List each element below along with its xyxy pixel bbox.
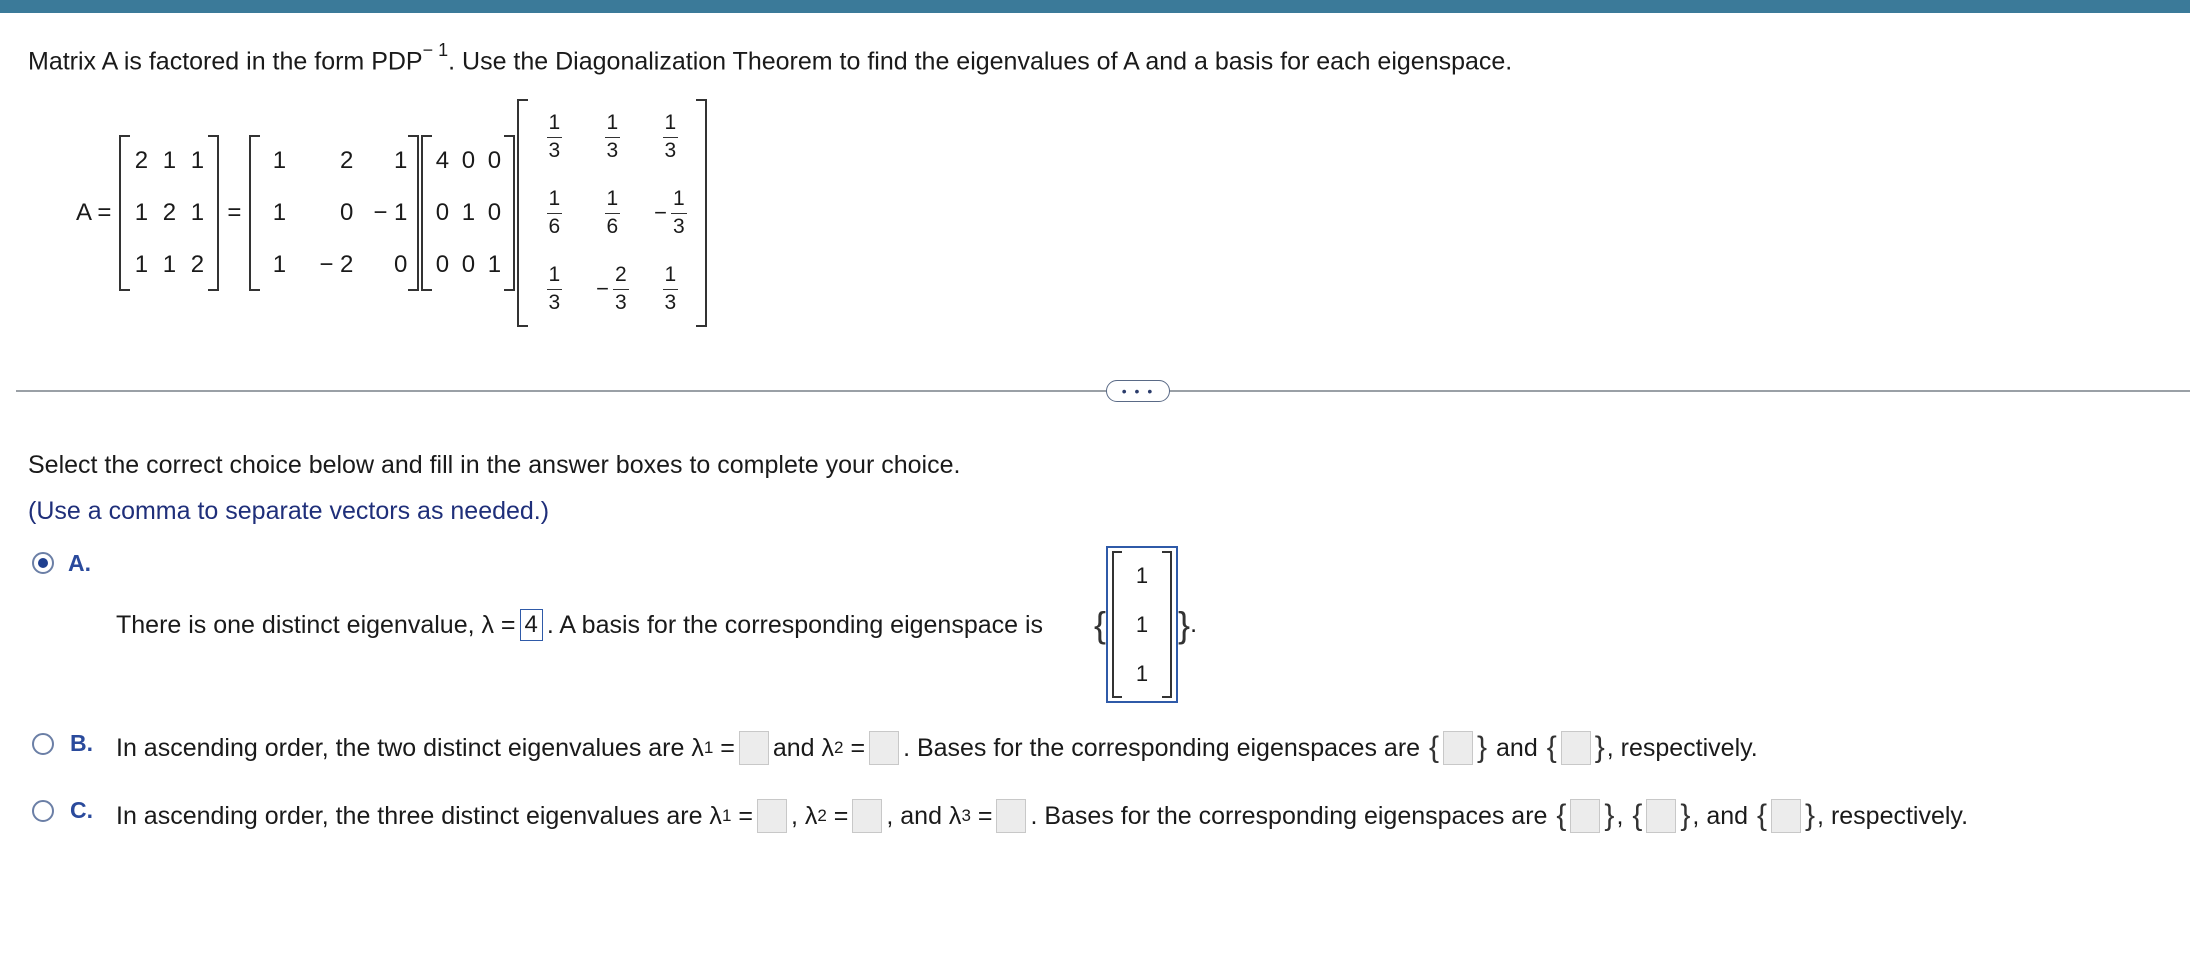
- matrix-p-cell: 0: [340, 199, 354, 226]
- option-a-letter: A.: [68, 550, 91, 576]
- matrix-p-inverse-cell: $\frac{1}{3}$: [606, 111, 619, 162]
- question-text: Matrix A is factored in the form $PDP^{- 1}$. Use the Diagonalization Theorem to find the eigenvalues of A and a basis for each eigenspace.: [28, 40, 1513, 76]
- matrix-p-cell: 1: [272, 251, 287, 278]
- matrix-p-inverse-cell: $\frac{1}{3}$: [664, 263, 677, 314]
- option-c-lambda1-input[interactable]: [757, 799, 787, 833]
- matrix-d-cell: 0: [487, 199, 502, 226]
- matrix-d-cell: 1: [487, 251, 502, 278]
- option-c-text: In ascending order, the three distinct eigenvalues are λ 1 = , λ 2 = , and λ 3 = . Bases for the corresponding eigenspaces are { } , { } , and { } , respectively.: [116, 799, 1969, 832]
- basis-vector-answer-box[interactable]: [1106, 546, 1178, 703]
- option-a-text: There is one distinct eigenvalue, λ = 4 . A basis for the corresponding eigenspace is: [116, 609, 1043, 641]
- matrix-p-inverse-cell: $\frac{1}{6}$: [548, 187, 561, 238]
- matrix-p-inverse-cell: $\frac{1}{3}$: [548, 263, 561, 314]
- matrix-p-cell: 1: [272, 199, 287, 226]
- section-divider: [16, 390, 2190, 392]
- matrix-p-cell: 2: [340, 147, 354, 174]
- option-b-basis2-input[interactable]: [1561, 731, 1591, 765]
- a-equals-label: A =: [76, 199, 112, 226]
- option-b-basis1-input[interactable]: [1443, 731, 1473, 765]
- basis-vector-entry: 1: [1135, 660, 1149, 686]
- basis-vector-entry: 1: [1135, 562, 1149, 588]
- top-bar: [0, 0, 2190, 13]
- matrix-p-cell: 1: [272, 147, 287, 174]
- matrix-a-cell: 1: [162, 147, 177, 174]
- option-b-lambda1-input[interactable]: [739, 731, 769, 765]
- matrix-a-cell: 2: [162, 199, 177, 226]
- matrix-p-inverse-cell: − $\frac{2}{3}$: [596, 263, 627, 314]
- matrix-d-cell: 0: [435, 199, 450, 226]
- hint-text: (Use a comma to separate vectors as needed.): [28, 497, 550, 525]
- matrix-d-cell: 1: [461, 199, 476, 226]
- matrix-p-inverse: [517, 99, 707, 327]
- matrix-p-inverse-cell: − $\frac{1}{3}$: [654, 187, 685, 238]
- matrix-a-cell: 1: [134, 251, 149, 278]
- option-c-lambda2-input[interactable]: [852, 799, 882, 833]
- option-b-lambda2-input[interactable]: [869, 731, 899, 765]
- eigenspace-basis-answer: { 1 1 1 } .: [1094, 546, 1197, 703]
- instruction-text: Select the correct choice below and fill in the answer boxes to complete your choice.: [28, 451, 961, 479]
- matrix-d-cell: 0: [461, 147, 476, 174]
- option-c-radio[interactable]: [32, 800, 54, 822]
- matrix-a: [119, 135, 219, 291]
- option-b-text: In ascending order, the two distinct eigenvalues are λ 1 = and λ 2 = . Bases for the corresponding eigenspaces are { } and { } , respectively.: [116, 731, 1758, 764]
- matrix-d-cell: 0: [435, 251, 450, 278]
- option-c-basis3-input[interactable]: [1771, 799, 1801, 833]
- option-b-letter: B.: [70, 730, 93, 756]
- matrix-d-cell: 4: [435, 147, 450, 174]
- matrix-a-cell: 1: [190, 199, 205, 226]
- matrix-p-inverse-cell: $\frac{1}{6}$: [606, 187, 619, 238]
- matrix-d: [421, 135, 515, 291]
- matrix-a-cell: 1: [134, 199, 149, 226]
- eigenvalue-answer-box[interactable]: 4: [520, 609, 543, 641]
- matrix-p-cell: 1: [394, 147, 408, 174]
- option-c-lambda3-input[interactable]: [996, 799, 1026, 833]
- left-brace-icon: {: [1094, 603, 1107, 645]
- option-b-radio[interactable]: [32, 733, 54, 755]
- matrix-p: [249, 135, 419, 291]
- option-c-letter: C.: [70, 797, 93, 823]
- equals-sign: =: [227, 199, 242, 226]
- matrix-p-cell: 0: [394, 251, 408, 278]
- matrix-factorization: [76, 92, 707, 334]
- matrix-p-inverse-cell: $\frac{1}{3}$: [548, 111, 561, 162]
- option-a-radio[interactable]: [32, 552, 54, 574]
- more-options-button[interactable]: • • •: [1106, 380, 1170, 402]
- matrix-a-cell: 2: [134, 147, 149, 174]
- matrix-p-inverse-cell: $\frac{1}{3}$: [664, 111, 677, 162]
- matrix-p-cell: − 2: [319, 251, 354, 278]
- option-c-basis2-input[interactable]: [1646, 799, 1676, 833]
- matrix-d-cell: 0: [461, 251, 476, 278]
- matrix-d-cell: 0: [487, 147, 502, 174]
- basis-vector: [1112, 551, 1172, 698]
- matrix-a-cell: 2: [190, 251, 205, 278]
- matrix-p-cell: − 1: [373, 199, 408, 226]
- basis-vector-entry: 1: [1135, 611, 1149, 637]
- option-c-basis1-input[interactable]: [1570, 799, 1600, 833]
- matrix-a-cell: 1: [190, 147, 205, 174]
- right-brace-icon: }: [1178, 603, 1191, 645]
- matrix-a-cell: 1: [162, 251, 177, 278]
